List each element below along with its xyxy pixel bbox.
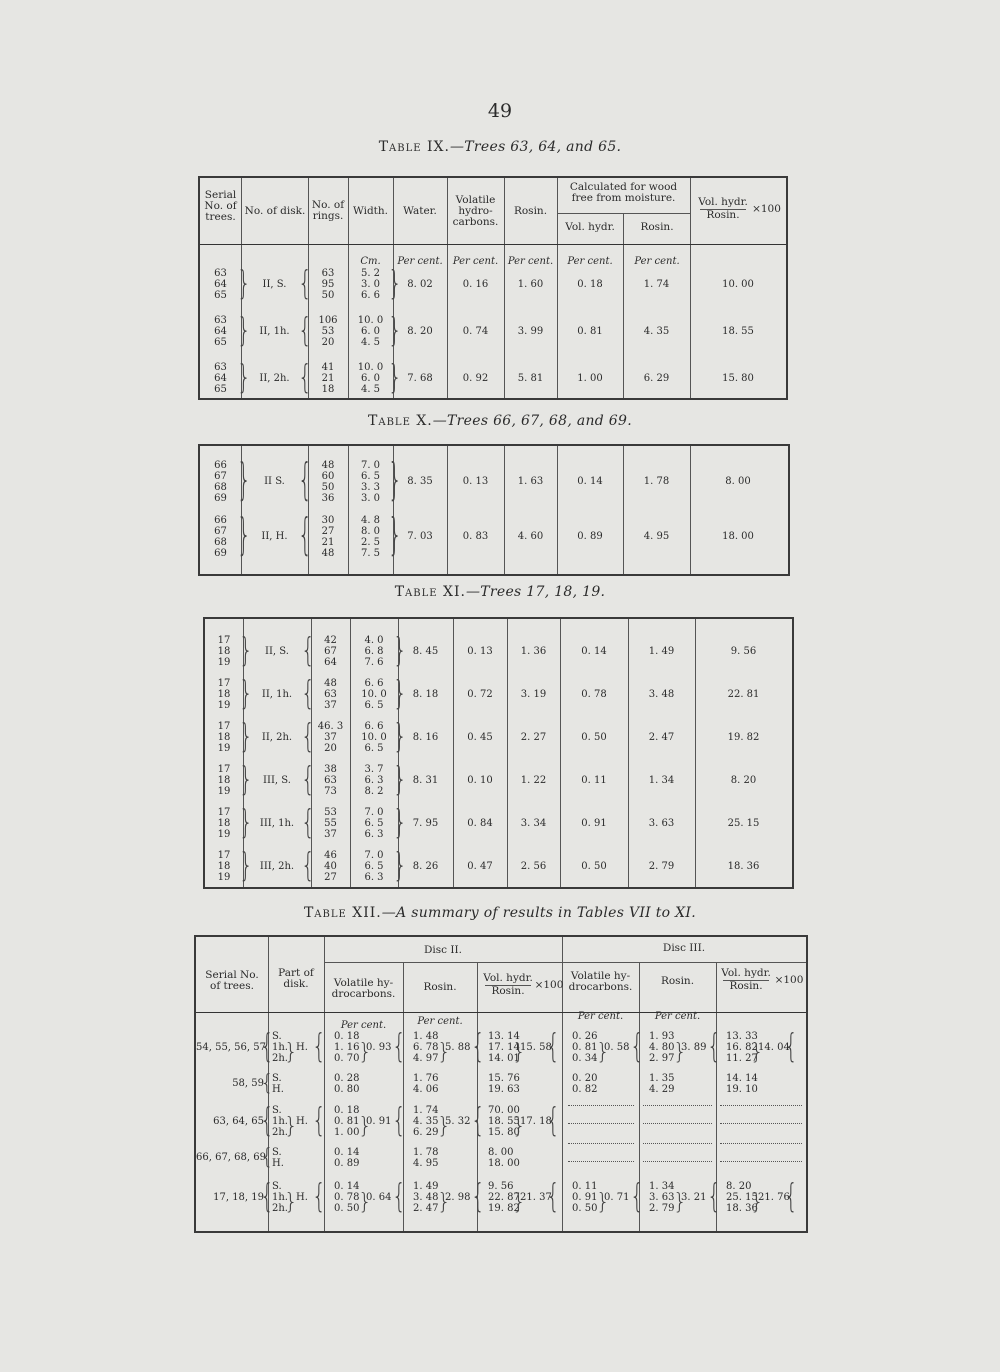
t9-header-ratio-num: Vol. hydr. — [698, 196, 748, 208]
brace-icon: } — [512, 1040, 526, 1065]
brace-icon: } — [358, 1040, 372, 1065]
table-xii — [194, 935, 808, 1233]
brace-icon: { — [298, 312, 312, 350]
tree-numbers: 58, 59 — [232, 1078, 264, 1089]
disk-label: II, S. — [265, 645, 289, 657]
brace-icon: { — [784, 1178, 798, 1216]
brace-icon: } — [393, 675, 407, 713]
brace-icon: } — [284, 1040, 298, 1065]
brace-icon: } — [673, 1190, 687, 1215]
rings-values: 106 53 20 — [318, 315, 338, 348]
brace-icon: { — [301, 847, 315, 885]
disc3-volatile-heartwood: 0. 58 — [604, 1041, 630, 1053]
heartwood-label: H. — [296, 1041, 308, 1053]
disk-label: II, S. — [262, 278, 287, 290]
disc3-ratio-values: 14. 14 19. 10 — [726, 1073, 758, 1095]
water-value: 8. 16 — [412, 731, 439, 743]
width-values: 7. 0 6. 5 3. 3 3. 0 — [360, 460, 381, 504]
calc-volhydr-value: 0. 50 — [581, 860, 607, 872]
brace-icon: { — [301, 804, 315, 842]
width-values: 10. 0 6. 0 4. 5 — [357, 362, 384, 395]
rosin-value: 1. 36 — [520, 645, 547, 657]
brace-icon: { — [260, 1102, 274, 1140]
brace-icon: } — [358, 1114, 372, 1139]
water-value: 8. 26 — [412, 860, 439, 872]
brace-icon: { — [312, 1102, 326, 1140]
table-x-title: —Trees 66, 67, 68, and 69. — [432, 413, 632, 429]
disc2-volatile-values: 0. 18 1. 16 0. 70 — [334, 1031, 360, 1064]
brace-icon: } — [437, 1114, 451, 1139]
rosin-value: 3. 34 — [520, 817, 547, 829]
width-values: 4. 0 6. 8 7. 6 — [364, 635, 384, 668]
brace-icon: } — [393, 804, 407, 842]
brace-icon: } — [239, 761, 253, 799]
t9-header-rosin: Rosin. — [513, 205, 548, 217]
volatile-value: 0. 16 — [462, 278, 489, 290]
table-x-label: Table X. — [368, 413, 433, 429]
calc-rosin-value: 1. 49 — [648, 645, 675, 657]
disc3-rosin-heartwood: 3. 21 — [681, 1191, 707, 1203]
disc2-rosin-values: 1. 49 3. 48 2. 47 — [413, 1181, 439, 1214]
brace-icon: } — [388, 265, 402, 303]
calc-volhydr-value: 1. 00 — [577, 372, 603, 384]
t9-header-ratio-x: ×100 — [752, 203, 781, 215]
t9-header-calc: Calculated for wood free from moisture. — [569, 181, 678, 204]
tree-numbers: 17, 18, 19 — [213, 1191, 264, 1203]
tree-numbers: 63 64 65 — [214, 315, 227, 348]
rings-values: 53 55 37 — [324, 807, 337, 840]
t9-unit-cvol: Per cent. — [567, 256, 613, 267]
t12-header-ratio3-num: Vol. hydr. — [721, 967, 771, 979]
heartwood-label: H. — [296, 1115, 308, 1127]
brace-icon: } — [512, 1114, 526, 1139]
t12-header-ratio2-den: Rosin. — [491, 985, 525, 997]
brace-icon: } — [393, 761, 407, 799]
table-xi-caption — [0, 584, 1000, 600]
rosin-value: 2. 56 — [520, 860, 547, 872]
ratio-value: 8. 20 — [730, 774, 757, 786]
tree-numbers: 17 18 19 — [217, 764, 231, 797]
volatile-value: 0. 92 — [462, 372, 489, 384]
brace-icon: } — [388, 511, 402, 561]
disc2-ratio-values: 70. 00 18. 55 15. 80 — [488, 1105, 520, 1138]
t12-header-ratio2-x: ×100 — [534, 979, 564, 991]
calc-volhydr-value: 0. 50 — [581, 731, 607, 743]
t9-unit-water: Per cent. — [397, 256, 443, 267]
tree-numbers: 63 64 65 — [214, 362, 227, 395]
t12-unit-vol3: Per cent. — [577, 1011, 624, 1022]
calc-volhydr-value: 0. 14 — [581, 645, 607, 657]
volatile-value: 0. 47 — [467, 860, 493, 872]
disc2-ratio-heartwood: 15. 58 — [520, 1041, 552, 1053]
calc-rosin-value: 4. 35 — [643, 325, 670, 337]
rings-values: 42 67 64 — [324, 635, 337, 668]
table-xii-caption — [0, 905, 1000, 921]
volatile-value: 0. 84 — [467, 817, 493, 829]
disk-label: II, 1h. — [261, 688, 293, 700]
brace-icon: { — [298, 456, 312, 506]
ratio-value: 10. 00 — [722, 278, 754, 290]
page-number: 49 — [487, 100, 513, 122]
brace-icon: } — [388, 456, 402, 506]
disc2-rosin-heartwood: 5. 88 — [445, 1041, 471, 1053]
t9-header-calc-rosin: Rosin. — [640, 221, 674, 233]
disc3-volatile-values: 0. 20 0. 82 — [572, 1073, 598, 1095]
ratio-value: 8. 00 — [725, 476, 751, 487]
brace-icon: } — [437, 1040, 451, 1065]
table-x — [198, 444, 790, 576]
tree-numbers: 63 64 65 — [214, 268, 227, 301]
disc2-ratio-values: 13. 14 17. 14 14. 01 — [488, 1031, 520, 1064]
disk-label: III, S. — [263, 774, 291, 786]
disc3-ratio-heartwood: 14. 04 — [758, 1041, 790, 1053]
brace-icon: } — [437, 1190, 451, 1215]
rings-values: 46. 3 37 20 — [317, 721, 344, 754]
width-values: 7. 0 6. 5 6. 3 — [364, 850, 384, 883]
volatile-value: 0. 13 — [462, 476, 489, 487]
t9-unit-rosin: Per cent. — [507, 256, 554, 267]
disc2-volatile-values: 0. 18 0. 81 1. 00 — [334, 1105, 360, 1138]
rosin-value: 5. 81 — [517, 372, 544, 384]
tree-numbers: 17 18 19 — [217, 721, 231, 754]
water-value: 8. 18 — [412, 688, 439, 700]
disc3-volatile-heartwood: 0. 71 — [604, 1191, 630, 1203]
calc-rosin-value: 6. 29 — [643, 372, 670, 384]
brace-icon: { — [784, 1028, 798, 1066]
calc-volhydr-value: 0. 89 — [577, 531, 603, 542]
tree-numbers: 17 18 19 — [217, 807, 231, 840]
width-values: 3. 7 6. 3 8. 2 — [364, 764, 384, 797]
tree-numbers: 66 67 68 69 — [214, 515, 227, 559]
brace-icon: { — [471, 1178, 485, 1216]
brace-icon: } — [393, 847, 407, 885]
t9-header-volatile: Volatile hydro- carbons. — [452, 194, 499, 228]
t9-header-ratio-den: Rosin. — [706, 209, 740, 221]
brace-icon: } — [388, 312, 402, 350]
brace-icon: } — [358, 1190, 372, 1215]
rosin-value: 4. 60 — [517, 531, 544, 542]
brace-icon: } — [237, 265, 251, 303]
disc2-rosin-heartwood: 2. 98 — [445, 1191, 471, 1203]
brace-icon: { — [312, 1178, 326, 1216]
disc2-rosin-values: 1. 48 6. 78 4. 97 — [413, 1031, 439, 1064]
ratio-value: 18. 55 — [722, 325, 754, 337]
t12-header-ratio3-x: ×100 — [774, 974, 804, 986]
brace-icon: } — [239, 718, 253, 756]
part-labels: S. H. — [272, 1147, 284, 1169]
brace-icon: { — [707, 1028, 721, 1066]
brace-icon: { — [260, 1071, 274, 1096]
water-value: 8. 02 — [407, 278, 433, 290]
width-values: 7. 0 6. 5 6. 3 — [364, 807, 384, 840]
rings-values: 30 27 21 48 — [321, 515, 335, 559]
volatile-value: 0. 10 — [467, 774, 493, 786]
t9-unit-width: Cm. — [360, 256, 381, 267]
calc-volhydr-value: 0. 11 — [581, 774, 607, 786]
calc-rosin-value: 2. 47 — [648, 731, 675, 743]
brace-icon: { — [630, 1178, 644, 1216]
t9-header-serial: Serial No. of trees. — [204, 189, 237, 223]
table-x-caption — [0, 413, 1000, 429]
brace-icon: { — [298, 265, 312, 303]
disk-label: III, 2h. — [259, 860, 295, 872]
brace-icon: { — [298, 359, 312, 397]
tree-numbers: 17 18 19 — [217, 678, 231, 711]
brace-icon: { — [630, 1028, 644, 1066]
table-xii-title: —A summary of results in Tables VII to XI. — [381, 905, 697, 921]
disc2-ratio-values: 15. 76 19. 63 — [488, 1073, 520, 1095]
disc3-ratio-heartwood: 21. 76 — [758, 1191, 790, 1203]
width-values: 6. 6 10. 0 6. 5 — [361, 678, 387, 711]
water-value: 8. 35 — [407, 476, 433, 487]
rosin-value: 3. 99 — [517, 325, 544, 337]
width-values: 5. 2 3. 0 6. 6 — [360, 268, 381, 301]
brace-icon: } — [393, 718, 407, 756]
brace-icon: } — [512, 1190, 526, 1215]
brace-icon: { — [312, 1028, 326, 1066]
disc3-ratio-values: 13. 33 16. 82 11. 27 — [726, 1031, 758, 1064]
table-ix-caption — [0, 139, 1000, 155]
width-values: 4. 8 8. 0 2. 5 7. 5 — [360, 515, 381, 559]
calc-rosin-value: 4. 95 — [643, 531, 670, 542]
tree-numbers: 63, 64, 65 — [213, 1115, 264, 1127]
disc3-rosin-values: 1. 34 3. 63 2. 79 — [649, 1181, 675, 1214]
table-xi-title: —Trees 17, 18, 19. — [465, 584, 606, 600]
brace-icon: } — [393, 632, 407, 670]
brace-icon: { — [260, 1178, 274, 1216]
t9-unit-crosin: Per cent. — [634, 256, 680, 267]
calc-volhydr-value: 0. 14 — [577, 476, 603, 487]
table-ix — [198, 176, 788, 400]
disc3-rosin-values: 1. 35 4. 29 — [649, 1073, 675, 1095]
disc3-volatile-values: 0. 26 0. 81 0. 34 — [572, 1031, 598, 1064]
disk-label: II, 2h. — [261, 731, 293, 743]
brace-icon: } — [596, 1190, 610, 1215]
t9-unit-vol: Per cent. — [452, 256, 499, 267]
brace-icon: { — [260, 1145, 274, 1170]
t12-header-ratio2-num: Vol. hydr. — [483, 972, 533, 984]
calc-volhydr-value: 0. 81 — [577, 325, 603, 337]
rosin-value: 3. 19 — [520, 688, 547, 700]
tree-numbers: 17 18 19 — [217, 850, 231, 883]
disk-label: III, 1h. — [259, 817, 295, 829]
rings-values: 63 95 50 — [321, 268, 335, 301]
water-value: 7. 03 — [407, 531, 433, 542]
calc-rosin-value: 1. 34 — [648, 774, 675, 786]
volatile-value: 0. 72 — [467, 688, 493, 700]
brace-icon: { — [301, 675, 315, 713]
tree-numbers: 66 67 68 69 — [214, 460, 227, 504]
table-xi-label: Table XI. — [394, 584, 466, 600]
disc2-volatile-heartwood: 0. 91 — [366, 1115, 392, 1127]
water-value: 8. 45 — [412, 645, 439, 657]
part-labels: S. 1h. 2h. — [272, 1031, 288, 1064]
water-value: 8. 20 — [407, 325, 433, 337]
brace-icon: } — [284, 1190, 298, 1215]
calc-rosin-value: 2. 79 — [648, 860, 675, 872]
brace-icon: { — [546, 1102, 560, 1140]
water-value: 7. 95 — [412, 817, 439, 829]
brace-icon: { — [546, 1178, 560, 1216]
disc2-volatile-heartwood: 0. 93 — [366, 1041, 392, 1053]
rings-values: 41 21 18 — [321, 362, 335, 395]
brace-icon: } — [237, 511, 251, 561]
rosin-value: 1. 22 — [520, 774, 547, 786]
table-ix-label: Table IX. — [378, 139, 450, 155]
brace-icon: { — [546, 1028, 560, 1066]
brace-icon: { — [260, 1028, 274, 1066]
disc3-ratio-values: 8. 20 25. 15 18. 36 — [726, 1181, 758, 1214]
t12-header-rosin3: Rosin. — [660, 975, 695, 987]
t12-header-serial: Serial No. of trees. — [205, 969, 259, 992]
ratio-value: 18. 00 — [722, 531, 754, 542]
disc2-ratio-values: 9. 56 22. 87 19. 82 — [488, 1181, 520, 1214]
ratio-value: 25. 15 — [727, 817, 760, 829]
disc2-volatile-values: 0. 14 0. 89 — [334, 1147, 360, 1169]
disc3-volatile-values: 0. 11 0. 91 0. 50 — [572, 1181, 598, 1214]
brace-icon: { — [471, 1028, 485, 1066]
brace-icon: } — [237, 359, 251, 397]
ratio-value: 15. 80 — [722, 372, 754, 384]
tree-numbers: 17 18 19 — [217, 635, 231, 668]
brace-icon: } — [237, 456, 251, 506]
ratio-value: 18. 36 — [727, 860, 760, 872]
part-labels: S. 1h. 2h. — [272, 1181, 288, 1214]
t12-unit-rosin2: Per cent. — [417, 1016, 463, 1027]
width-values: 10. 0 6. 0 4. 5 — [357, 315, 384, 348]
t9-header-calc-volhydr: Vol. hydr. — [565, 221, 615, 233]
tree-numbers: 54, 55, 56, 57 — [196, 1041, 266, 1053]
t12-header-ratio3-den: Rosin. — [729, 980, 763, 992]
t12-header-part: Part of disk. — [278, 967, 314, 990]
disc2-rosin-heartwood: 5. 32 — [445, 1115, 471, 1127]
calc-rosin-value: 3. 63 — [648, 817, 675, 829]
ratio-value: 22. 81 — [727, 688, 760, 700]
brace-icon: } — [388, 359, 402, 397]
disc2-volatile-values: 0. 14 0. 78 0. 50 — [334, 1181, 360, 1214]
rings-values: 48 60 50 36 — [321, 460, 335, 504]
rosin-value: 2. 27 — [520, 731, 547, 743]
disk-label: II, 2h. — [259, 372, 290, 384]
disc2-rosin-values: 1. 78 4. 95 — [413, 1147, 439, 1169]
rings-values: 46 40 27 — [324, 850, 337, 883]
calc-rosin-value: 3. 48 — [648, 688, 675, 700]
brace-icon: } — [284, 1114, 298, 1139]
brace-icon: } — [239, 675, 253, 713]
brace-icon: { — [392, 1178, 406, 1216]
disc2-rosin-values: 1. 76 4. 06 — [413, 1073, 439, 1095]
brace-icon: } — [750, 1190, 764, 1215]
ratio-value: 19. 82 — [727, 731, 760, 743]
width-values: 6. 6 10. 0 6. 5 — [361, 721, 387, 754]
disc2-ratio-values: 8. 00 18. 00 — [488, 1147, 520, 1169]
calc-volhydr-value: 0. 18 — [577, 278, 603, 290]
water-value: 8. 31 — [412, 774, 439, 786]
brace-icon: { — [301, 718, 315, 756]
t12-header-disc2: Disc II. — [423, 944, 463, 956]
disc2-ratio-heartwood: 17. 18 — [520, 1115, 552, 1127]
ratio-value: 9. 56 — [730, 645, 757, 657]
calc-rosin-value: 1. 78 — [643, 476, 670, 487]
rings-values: 48 63 37 — [324, 678, 337, 711]
volatile-value: 0. 74 — [462, 325, 489, 337]
disc2-volatile-heartwood: 0. 64 — [366, 1191, 392, 1203]
brace-icon: { — [471, 1102, 485, 1140]
disc3-rosin-values: 1. 93 4. 80 2. 97 — [649, 1031, 675, 1064]
table-ix-title: —Trees 63, 64, and 65. — [449, 139, 622, 155]
calc-volhydr-value: 0. 91 — [581, 817, 607, 829]
disk-label: II, H. — [261, 531, 288, 542]
t12-header-rosin2: Rosin. — [423, 981, 457, 993]
part-labels: S. H. — [272, 1073, 284, 1095]
brace-icon: } — [596, 1040, 610, 1065]
brace-icon: { — [707, 1178, 721, 1216]
disc2-rosin-values: 1. 74 4. 35 6. 29 — [413, 1105, 439, 1138]
disc2-ratio-heartwood: 21. 37 — [520, 1191, 552, 1203]
t9-header-rings: No. of rings. — [311, 199, 345, 222]
t12-header-vol2: Volatile hy- drocarbons. — [331, 977, 396, 1000]
water-value: 7. 68 — [407, 372, 433, 384]
table-xii-label: Table XII. — [303, 905, 382, 921]
volatile-value: 0. 83 — [462, 531, 489, 542]
t9-header-width: Width. — [352, 205, 388, 217]
t9-header-disk: No. of disk. — [244, 205, 306, 217]
brace-icon: { — [301, 632, 315, 670]
rings-values: 38 63 73 — [324, 764, 337, 797]
volatile-value: 0. 13 — [467, 645, 493, 657]
t12-unit-rosin3: Per cent. — [654, 1011, 701, 1022]
heartwood-label: H. — [296, 1191, 308, 1203]
part-labels: S. 1h. 2h. — [272, 1105, 288, 1138]
brace-icon: } — [239, 632, 253, 670]
disc3-rosin-heartwood: 3. 89 — [681, 1041, 707, 1053]
t12-header-vol3: Volatile hy- drocarbons. — [568, 970, 633, 993]
brace-icon: { — [392, 1028, 406, 1066]
brace-icon: { — [301, 761, 315, 799]
disc2-volatile-values: 0. 28 0. 80 — [334, 1073, 360, 1095]
rosin-value: 1. 63 — [517, 476, 544, 487]
t12-header-disc3: Disc III. — [662, 942, 706, 954]
calc-rosin-value: 1. 74 — [643, 278, 670, 290]
brace-icon: } — [239, 847, 253, 885]
brace-icon: } — [239, 804, 253, 842]
brace-icon: } — [673, 1040, 687, 1065]
t12-unit-vol2: Per cent. — [340, 1020, 387, 1031]
brace-icon: { — [298, 511, 312, 561]
brace-icon: } — [237, 312, 251, 350]
calc-volhydr-value: 0. 78 — [581, 688, 607, 700]
volatile-value: 0. 45 — [467, 731, 493, 743]
t9-header-water: Water. — [403, 205, 437, 217]
table-xi — [203, 617, 794, 889]
tree-numbers: 66, 67, 68, 69 — [196, 1152, 266, 1163]
rosin-value: 1. 60 — [517, 278, 544, 290]
brace-icon: { — [392, 1102, 406, 1140]
brace-icon: } — [750, 1040, 764, 1065]
disk-label: II, 1h. — [259, 325, 290, 337]
disk-label: II S. — [264, 476, 285, 487]
